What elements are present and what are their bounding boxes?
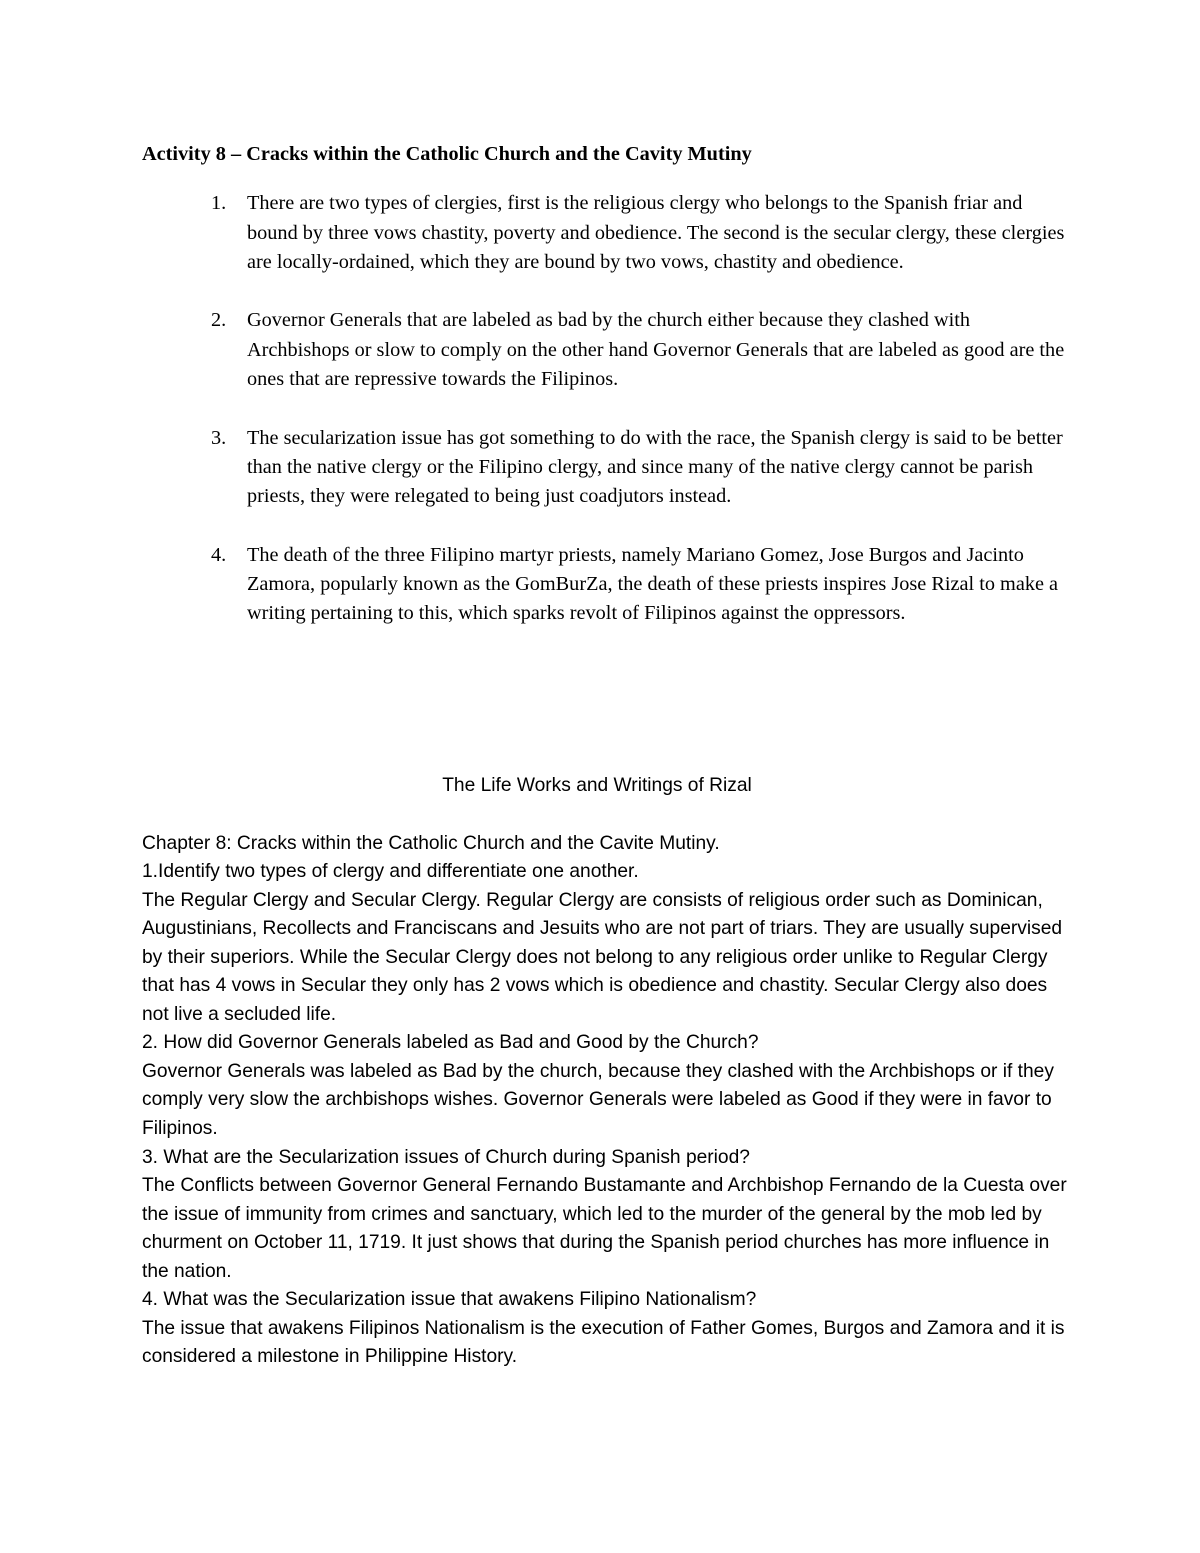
activity-title: Activity 8 – Cracks within the Catholic Church and the Cavity Mutiny bbox=[142, 143, 752, 165]
chapter-heading: Chapter 8: Cracks within the Catholic Church and the Cavite Mutiny. bbox=[142, 832, 720, 854]
answer-item-2 bbox=[142, 306, 1072, 394]
document-title: The Life Works and Writings of Rizal bbox=[442, 775, 752, 796]
answer-text: There are two types of clergies, first is the religious clergy who belongs to the Spanish friar and bound by three vows chastity, poverty and obedience. The second is the secular clergy, these clergies are locally-ordained, which they are bound by two vows, chastity and obedience. bbox=[247, 192, 1065, 273]
answer-number: 1. bbox=[211, 192, 227, 215]
activity-section bbox=[142, 140, 1072, 658]
answer-2: Governor Generals was labeled as Bad by the church, because they clashed with the Archbishops or if they comply very slow the archbishops wishes. Governor Generals were labeled as Good if they were in favor to Filipinos. bbox=[142, 1060, 1054, 1140]
question-2: 2. How did Governor Generals labeled as Bad and Good by the Church? bbox=[142, 1032, 759, 1054]
answer-text: Governor Generals that are labeled as bad by the church either because they clashed with Archbishops or slow to comply on the other hand Governor Generals that are labeled as good are the ones that are repressive towards the Filipinos. bbox=[247, 309, 1065, 391]
answer-number: 3. bbox=[211, 426, 227, 449]
answer-4: The issue that awakens Filipinos Nationalism is the execution of Father Gomes, Burgos and Zamora and it is considered a milestone in Philippine History. bbox=[142, 1317, 1065, 1368]
answer-1: The Regular Clergy and Secular Clergy. Regular Clergy are consists of religious order such as Dominican, Augustinians, Recollects and Franciscans and Jesuits who are not part of triars. They are usually supervised by their superiors. While the Secular Clergy does not belong to any religious order unlike to Regular Clergy that has 4 vows in Secular they only has 2 vows which is obedience and chastity. Secular Clergy also does not live a secluded life. bbox=[142, 889, 1063, 1025]
answer-item-4 bbox=[142, 541, 1072, 629]
answer-item-3 bbox=[142, 424, 1072, 512]
answer-item-1 bbox=[142, 189, 1072, 277]
answer-number: 2. bbox=[211, 309, 227, 332]
answer-text: The death of the three Filipino martyr priests, namely Mariano Gomez, Jose Burgos and Jacinto Zamora, popularly known as the GomBurZa, the death of these priests inspires Jose Rizal to make a writing pertaining to this, which sparks revolt of Filipinos against the oppressors. bbox=[247, 543, 1059, 625]
answer-3: The Conflicts between Governor General Fernando Bustamante and Archbishop Fernando de la Cuesta over the issue of immunity from crimes and sanctuary, which led to the murder of the general by the mob led by churment on October 11, 1719. It just shows that during the Spanish period churches has more influence in the nation. bbox=[142, 1175, 1067, 1282]
question-3: 3. What are the Secularization issues of Church during Spanish period? bbox=[142, 1146, 750, 1168]
second-document-section bbox=[142, 772, 1072, 1372]
answer-number: 4. bbox=[211, 543, 227, 566]
answer-text: The secularization issue has got something to do with the race, the Spanish clergy is said to be better than the native clergy or the Filipino clergy, and since many of the native clergy cannot be parish priests, they were relegated to being just coadjutors instead. bbox=[247, 426, 1063, 508]
question-4: 4. What was the Secularization issue that awakens Filipino Nationalism? bbox=[142, 1289, 757, 1311]
activity-answer-list bbox=[142, 189, 1072, 628]
question-1: 1.Identify two types of clergy and differentiate one another. bbox=[142, 861, 639, 883]
